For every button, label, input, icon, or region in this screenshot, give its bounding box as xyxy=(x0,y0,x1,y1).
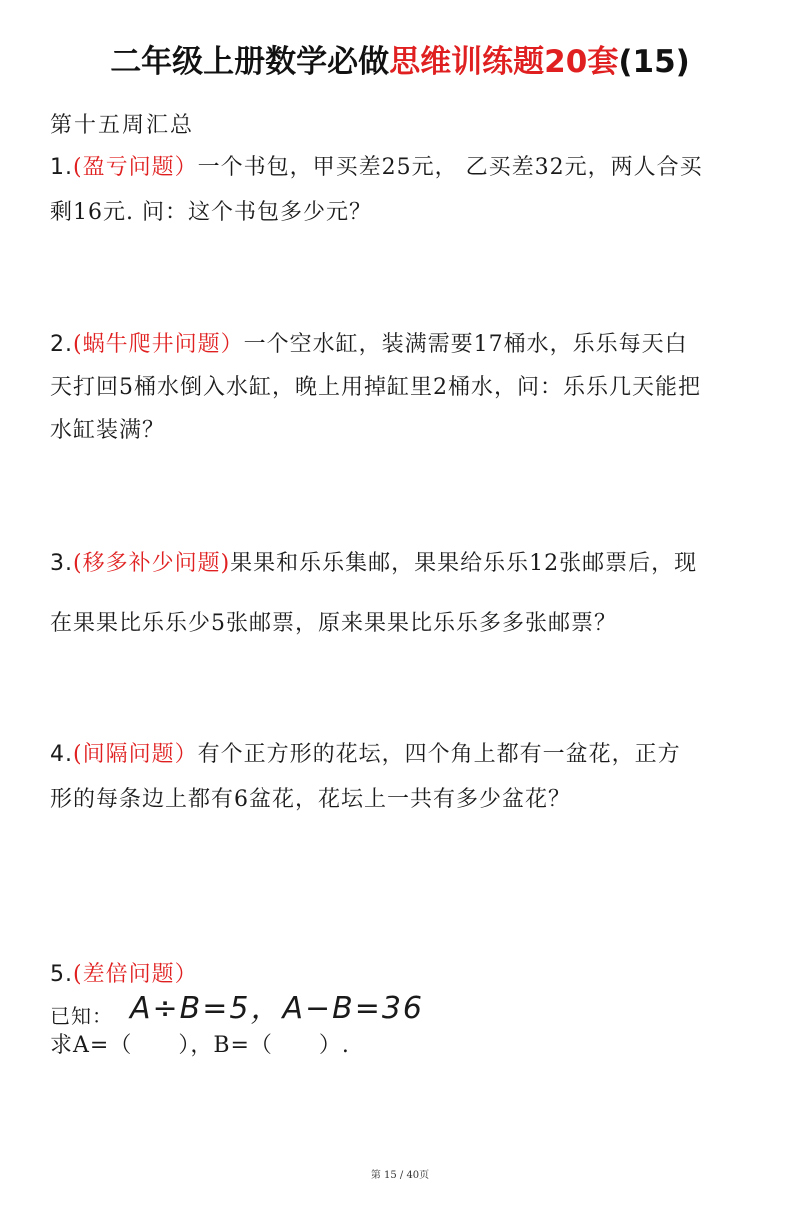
page-number: 第 15 / 40页 xyxy=(370,1170,430,1181)
q4-line2: 形的每条边上都有6盆花，花坛上一共有多少盆花？ xyxy=(50,787,571,812)
page-title xyxy=(0,36,800,81)
q5-tag: (差倍问题） xyxy=(73,962,198,987)
title-red: 思维训练题20套 xyxy=(389,44,619,80)
q1-text1: 一个书包，甲买差25元， 乙买差32元，两人合买 xyxy=(197,155,703,180)
q3-tag: (移多补少问题) xyxy=(73,551,231,576)
q5-given-label: 已知： xyxy=(50,1004,113,1028)
q4-text1: 有个正方形的花坛，四个角上都有一盆花，正方 xyxy=(197,742,681,767)
q2-line2: 天打回5桶水倒入水缸，晚上用掉缸里2桶水，问：乐乐几天能把 xyxy=(50,375,701,400)
q5-line2: 求A=（ ），B=（ ）. xyxy=(50,1033,350,1058)
q3-number: 3. xyxy=(50,551,73,576)
q2-line1 xyxy=(50,327,688,358)
title-suffix: (15) xyxy=(618,44,690,80)
q2-text1: 一个空水缸，装满需要17桶水，乐乐每天白 xyxy=(243,332,688,357)
week-summary: 第十五周汇总 xyxy=(50,113,195,138)
q2-number: 2. xyxy=(50,332,73,357)
q4-tag: (间隔问题） xyxy=(73,742,198,767)
q3-line2: 在果果比乐乐少5张邮票，原来果果比乐乐多多张邮票？ xyxy=(50,611,617,636)
q2-line3: 水缸装满？ xyxy=(50,418,166,443)
q5-number: 5. xyxy=(50,962,73,987)
q3-text1: 果果和乐乐集邮，果果给乐乐12张邮票后，现 xyxy=(230,551,698,576)
q2-tag: (蜗牛爬井问题） xyxy=(73,332,244,357)
q4-number: 4. xyxy=(50,742,73,767)
q4-line1 xyxy=(50,737,681,768)
q1-number: 1. xyxy=(50,155,73,180)
q1-line1 xyxy=(50,150,703,181)
q1-line2: 剩16元. 问：这个书包多少元？ xyxy=(50,200,372,225)
q3-line1 xyxy=(50,546,697,577)
q1-tag: (盈亏问题） xyxy=(73,155,198,180)
title-black: 二年级上册数学必做 xyxy=(110,44,390,80)
q5-handwritten-equations: A÷B=5，A−B=36 xyxy=(130,991,425,1026)
